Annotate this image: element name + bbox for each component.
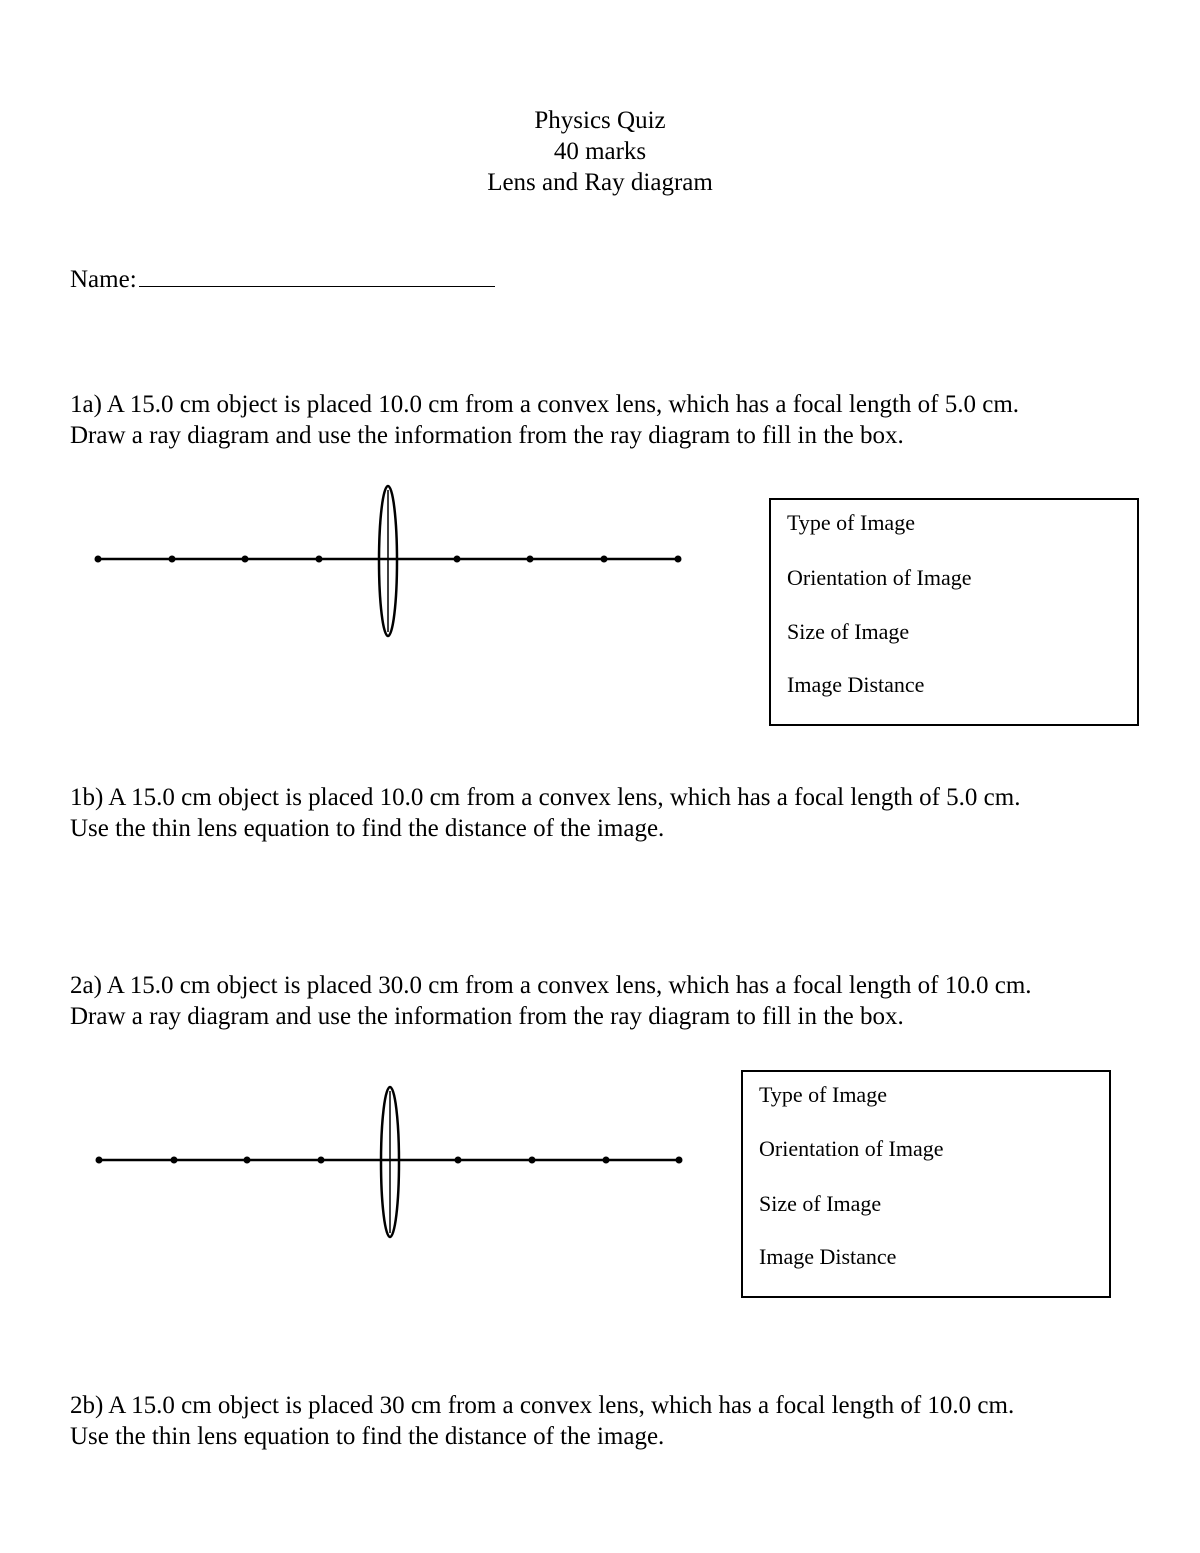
question-1a-line1: 1a) A 15.0 cm object is placed 10.0 cm from a convex lens, which has a focal length of 5.0 cm. bbox=[70, 391, 1020, 418]
question-2a bbox=[70, 970, 1170, 1032]
question-2a-line1: 2a) A 15.0 cm object is placed 30.0 cm from a convex lens, which has a focal length of 10.0 cm. bbox=[70, 972, 1032, 999]
ray-diagram-1[interactable] bbox=[90, 480, 690, 645]
axis-point bbox=[244, 1157, 251, 1164]
question-2b-line1: 2b) A 15.0 cm object is placed 30 cm from a convex lens, which has a focal length of 10.0 cm. bbox=[70, 1392, 1015, 1419]
axis-point bbox=[455, 1157, 462, 1164]
answer-box-2[interactable] bbox=[741, 1070, 1111, 1298]
axis-point bbox=[96, 1157, 103, 1164]
axis-point bbox=[95, 556, 102, 563]
axis-point bbox=[527, 556, 534, 563]
axis-point bbox=[601, 556, 608, 563]
name-label: Name: bbox=[70, 266, 137, 293]
box-field-type: Type of Image bbox=[759, 1082, 887, 1107]
axis-point bbox=[242, 556, 249, 563]
box-field-distance: Image Distance bbox=[759, 1244, 897, 1269]
question-2b-line2: Use the thin lens equation to find the distance of the image. bbox=[70, 1423, 665, 1450]
box-field-distance: Image Distance bbox=[787, 672, 925, 697]
question-2b bbox=[70, 1390, 1170, 1452]
ray-diagram-2[interactable] bbox=[90, 1080, 690, 1245]
axis-point bbox=[169, 556, 176, 563]
question-1b-line1: 1b) A 15.0 cm object is placed 10.0 cm from a convex lens, which has a focal length of 5.0 cm. bbox=[70, 784, 1021, 811]
quiz-topic: Lens and Ray diagram bbox=[487, 169, 713, 196]
quiz-header bbox=[0, 105, 1200, 198]
axis-point bbox=[603, 1157, 610, 1164]
axis-point bbox=[454, 556, 461, 563]
question-1a bbox=[70, 389, 1170, 451]
name-row bbox=[70, 262, 495, 295]
axis-point bbox=[316, 556, 323, 563]
quiz-title: Physics Quiz bbox=[534, 107, 666, 134]
box-field-orientation: Orientation of Image bbox=[787, 565, 972, 590]
question-1b-line2: Use the thin lens equation to find the distance of the image. bbox=[70, 815, 665, 842]
axis-point bbox=[529, 1157, 536, 1164]
question-1a-line2: Draw a ray diagram and use the information from the ray diagram to fill in the box. bbox=[70, 422, 904, 449]
box-field-size: Size of Image bbox=[759, 1191, 882, 1216]
axis-point bbox=[675, 556, 682, 563]
axis-point bbox=[171, 1157, 178, 1164]
name-blank-line[interactable] bbox=[139, 262, 495, 287]
answer-box-1[interactable] bbox=[769, 498, 1139, 726]
box-field-orientation: Orientation of Image bbox=[759, 1136, 944, 1161]
box-field-size: Size of Image bbox=[787, 619, 910, 644]
question-2a-line2: Draw a ray diagram and use the information from the ray diagram to fill in the box. bbox=[70, 1003, 904, 1030]
box-field-type: Type of Image bbox=[787, 510, 915, 535]
quiz-marks: 40 marks bbox=[553, 138, 647, 165]
axis-point bbox=[318, 1157, 325, 1164]
axis-point bbox=[676, 1157, 683, 1164]
question-1b bbox=[70, 782, 1170, 844]
